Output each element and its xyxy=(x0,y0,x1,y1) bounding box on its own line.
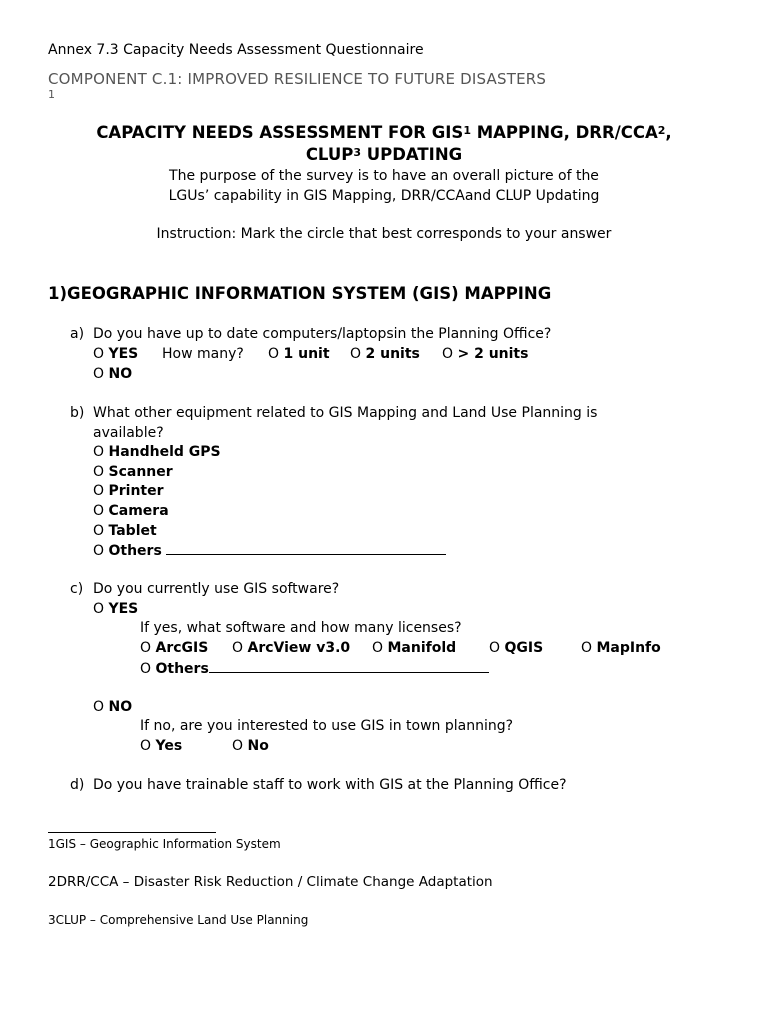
checkbox-circle-icon[interactable]: O xyxy=(140,640,152,656)
radio-circle-icon[interactable]: O xyxy=(268,346,280,362)
option-label: NO xyxy=(108,366,133,382)
footnote-ref: 3 xyxy=(353,146,361,159)
option-label: Printer xyxy=(108,483,164,499)
footnote-divider xyxy=(48,832,216,833)
option-label: MapInfo xyxy=(596,640,661,656)
checkbox-circle-icon[interactable]: O xyxy=(372,640,384,656)
option-no[interactable] xyxy=(93,366,132,382)
checkbox-circle-icon[interactable]: O xyxy=(93,444,105,460)
option-label: Tablet xyxy=(108,523,157,539)
if-yes-prompt: If yes, what software and how many licenses? xyxy=(140,620,462,636)
others-blank-field[interactable] xyxy=(209,660,489,673)
question-c-text: Do you currently use GIS software? xyxy=(93,581,340,597)
footnote-1: 1GIS – Geographic Information System xyxy=(48,837,281,851)
footnote-2: 2DRR/CCA – Disaster Risk Reduction / Climate Change Adaptation xyxy=(48,874,493,890)
annex-title: Annex 7.3 Capacity Needs Assessment Questionnaire xyxy=(48,42,424,58)
footnote-ref: 1 xyxy=(463,124,471,137)
checkbox-circle-icon[interactable]: O xyxy=(232,640,244,656)
footnote-ref: 2 xyxy=(657,124,666,137)
title-text: UPDATING xyxy=(361,145,463,164)
option-scanner[interactable] xyxy=(93,464,173,480)
checkbox-circle-icon[interactable]: O xyxy=(93,543,105,559)
option-label: NO xyxy=(108,699,133,715)
checkbox-circle-icon[interactable]: O xyxy=(93,503,105,519)
checkbox-circle-icon[interactable]: O xyxy=(581,640,593,656)
section-heading: 1)GEOGRAPHIC INFORMATION SYSTEM (GIS) MAPPING xyxy=(48,284,552,303)
option-arcgis[interactable] xyxy=(140,640,208,656)
option-others[interactable] xyxy=(93,542,446,559)
option-sub-no[interactable] xyxy=(232,738,269,754)
option-label: 1 unit xyxy=(283,346,330,362)
option-more-than-2-units[interactable] xyxy=(442,346,528,362)
document-title xyxy=(0,122,768,166)
option-2-units[interactable] xyxy=(350,346,420,362)
question-c-label: c) xyxy=(70,581,84,597)
option-no[interactable] xyxy=(93,699,132,715)
question-b-text: What other equipment related to GIS Mapping and Land Use Planning is xyxy=(93,405,598,421)
option-label: Scanner xyxy=(108,464,173,480)
question-d-label: d) xyxy=(70,777,85,793)
radio-circle-icon[interactable]: O xyxy=(93,366,105,382)
option-label: YES xyxy=(108,601,139,617)
checkbox-circle-icon[interactable]: O xyxy=(93,464,105,480)
radio-circle-icon[interactable]: O xyxy=(232,738,244,754)
option-others-software[interactable] xyxy=(140,660,489,677)
option-label: 2 units xyxy=(365,346,420,362)
question-a-label: a) xyxy=(70,326,85,342)
option-label: > 2 units xyxy=(457,346,529,362)
option-label: ArcView v3.0 xyxy=(247,640,351,656)
option-handheld-gps[interactable] xyxy=(93,444,221,460)
footnote-3: 3CLUP – Comprehensive Land Use Planning xyxy=(48,913,309,927)
option-label: Camera xyxy=(108,503,169,519)
option-yes[interactable] xyxy=(93,601,138,617)
purpose-line: LGUs’ capability in GIS Mapping, DRR/CCAand CLUP Updating xyxy=(168,188,600,204)
option-label: No xyxy=(247,738,269,754)
component-heading: COMPONENT C.1: IMPROVED RESILIENCE TO FUTURE DISASTERS xyxy=(48,70,547,88)
radio-circle-icon[interactable]: O xyxy=(140,738,152,754)
question-a-text: Do you have up to date computers/laptopsin the Planning Office? xyxy=(93,326,552,342)
option-label: YES xyxy=(108,346,139,362)
option-label: QGIS xyxy=(504,640,544,656)
if-no-prompt: If no, are you interested to use GIS in town planning? xyxy=(140,718,514,734)
title-text: , xyxy=(665,123,672,142)
checkbox-circle-icon[interactable]: O xyxy=(140,661,152,677)
component-number: 1 xyxy=(48,88,55,101)
radio-circle-icon[interactable]: O xyxy=(93,346,105,362)
option-arcview[interactable] xyxy=(232,640,350,656)
radio-circle-icon[interactable]: O xyxy=(442,346,454,362)
radio-circle-icon[interactable]: O xyxy=(350,346,362,362)
purpose-statement xyxy=(0,166,768,206)
option-label: Others xyxy=(155,661,209,677)
question-d-text: Do you have trainable staff to work with GIS at the Planning Office? xyxy=(93,777,567,793)
question-b-label: b) xyxy=(70,405,85,421)
radio-circle-icon[interactable]: O xyxy=(93,699,105,715)
option-camera[interactable] xyxy=(93,503,169,519)
option-label: Yes xyxy=(155,738,183,754)
option-mapinfo[interactable] xyxy=(581,640,661,656)
checkbox-circle-icon[interactable]: O xyxy=(93,523,105,539)
checkbox-circle-icon[interactable]: O xyxy=(489,640,501,656)
option-manifold[interactable] xyxy=(372,640,456,656)
title-text: CAPACITY NEEDS ASSESSMENT FOR GIS xyxy=(96,123,464,142)
question-b-text: available? xyxy=(93,425,164,441)
radio-circle-icon[interactable]: O xyxy=(93,601,105,617)
how-many-label: How many? xyxy=(162,346,244,362)
title-text: CLUP xyxy=(305,145,354,164)
option-label: ArcGIS xyxy=(155,640,209,656)
others-blank-field[interactable] xyxy=(166,542,446,555)
option-tablet[interactable] xyxy=(93,523,157,539)
option-printer[interactable] xyxy=(93,483,164,499)
option-1-unit[interactable] xyxy=(268,346,330,362)
option-sub-yes[interactable] xyxy=(140,738,182,754)
title-text: MAPPING, DRR/CCA xyxy=(470,123,658,142)
purpose-line: The purpose of the survey is to have an overall picture of the xyxy=(169,168,599,184)
option-label: Handheld GPS xyxy=(108,444,221,460)
option-yes[interactable] xyxy=(93,346,138,362)
option-label: Others xyxy=(108,543,162,559)
option-qgis[interactable] xyxy=(489,640,543,656)
checkbox-circle-icon[interactable]: O xyxy=(93,483,105,499)
option-label: Manifold xyxy=(387,640,457,656)
instruction-text: Instruction: Mark the circle that best corresponds to your answer xyxy=(156,226,612,242)
